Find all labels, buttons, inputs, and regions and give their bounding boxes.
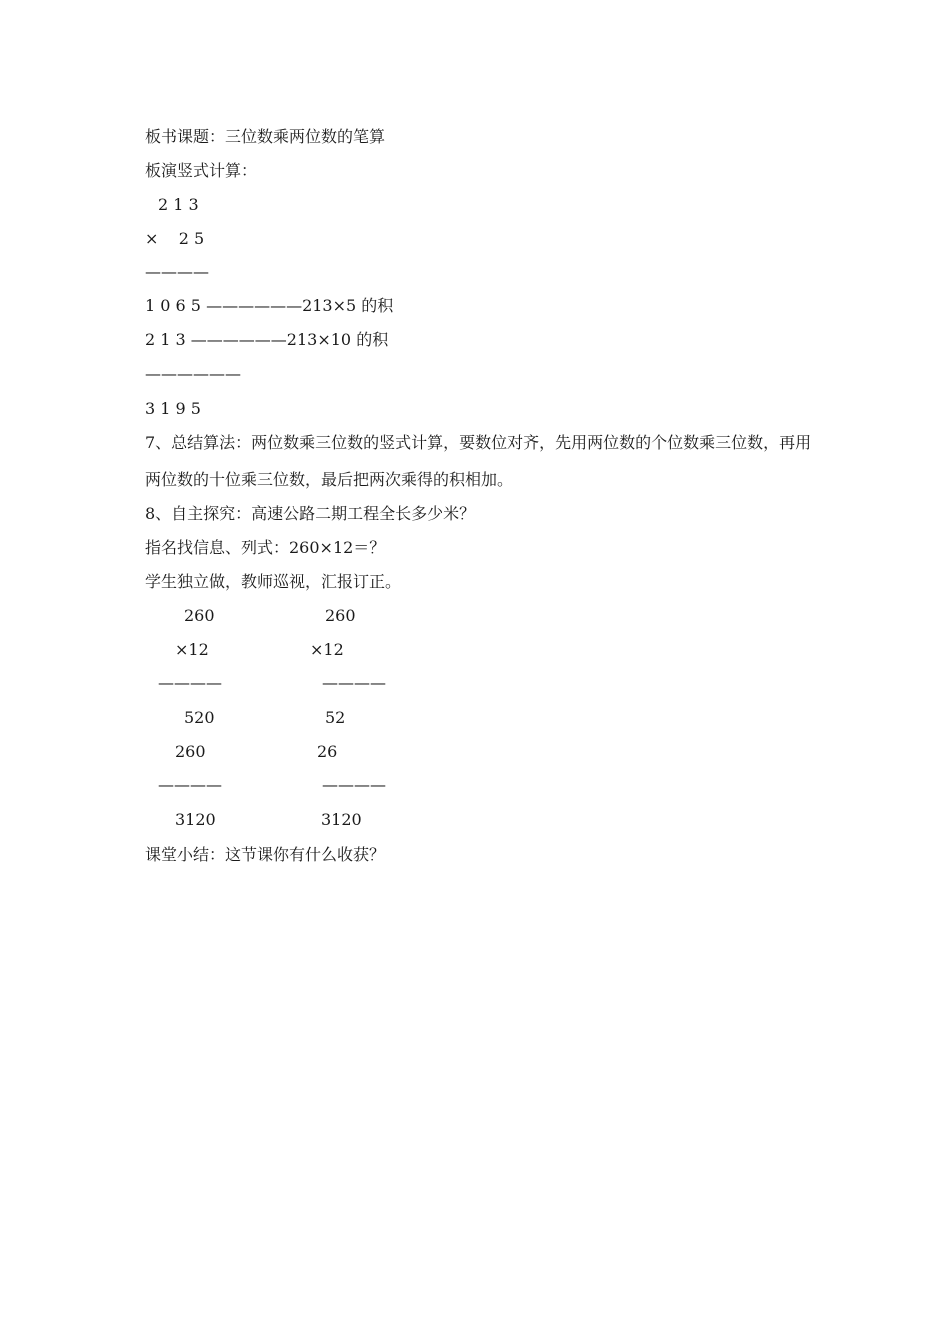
equation-line: 指名找信息、列式：260×12＝？	[145, 538, 386, 557]
right-calc-partial-2: 26	[317, 742, 338, 761]
student-work-line: 学生独立做，教师巡视，汇报订正。	[145, 572, 402, 591]
left-calc-rule-2: ————	[158, 775, 222, 794]
calc-result: 3 1 9 5	[145, 399, 201, 418]
right-calc-sum: 3120	[321, 810, 362, 829]
right-calc-rule-2: ————	[322, 775, 386, 794]
right-calc-top: 260	[325, 606, 356, 625]
right-calc-mult: ×12	[310, 640, 344, 659]
algorithm-summary-line-1: 7、总结算法：两位数乘三位数的竖式计算，要数位对齐，先用两位数的个位数乘三位数，再用	[145, 433, 812, 452]
calc-multiplier: × 2 5	[145, 229, 205, 248]
class-summary: 课堂小结：这节课你有什么收获？	[145, 845, 386, 864]
left-calc-mult: ×12	[175, 640, 209, 659]
exploration-question: 8、自主探究：高速公路二期工程全长多少米？	[145, 504, 476, 523]
calc-rule-2: ——————	[145, 364, 241, 383]
left-calc-partial-1: 520	[184, 708, 215, 727]
right-calc-partial-1: 52	[325, 708, 346, 727]
left-calc-sum: 3120	[175, 810, 216, 829]
left-calc-rule-1: ————	[158, 673, 222, 692]
right-calc-rule-1: ————	[322, 673, 386, 692]
calc-partial-1: 1 0 6 5 ——————213×5 的积	[145, 296, 394, 315]
calc-partial-2: 2 1 3 ——————213×10 的积	[145, 330, 389, 349]
algorithm-summary-line-2: 两位数的十位乘三位数，最后把两次乘得的积相加。	[145, 470, 514, 489]
board-calc-heading: 板演竖式计算：	[145, 161, 258, 180]
left-calc-top: 260	[184, 606, 215, 625]
calc-multiplicand: 2 1 3	[158, 195, 199, 214]
calc-rule-1: ————	[145, 262, 209, 281]
left-calc-partial-2: 260	[175, 742, 206, 761]
lesson-title: 板书课题：三位数乘两位数的笔算	[145, 127, 386, 146]
